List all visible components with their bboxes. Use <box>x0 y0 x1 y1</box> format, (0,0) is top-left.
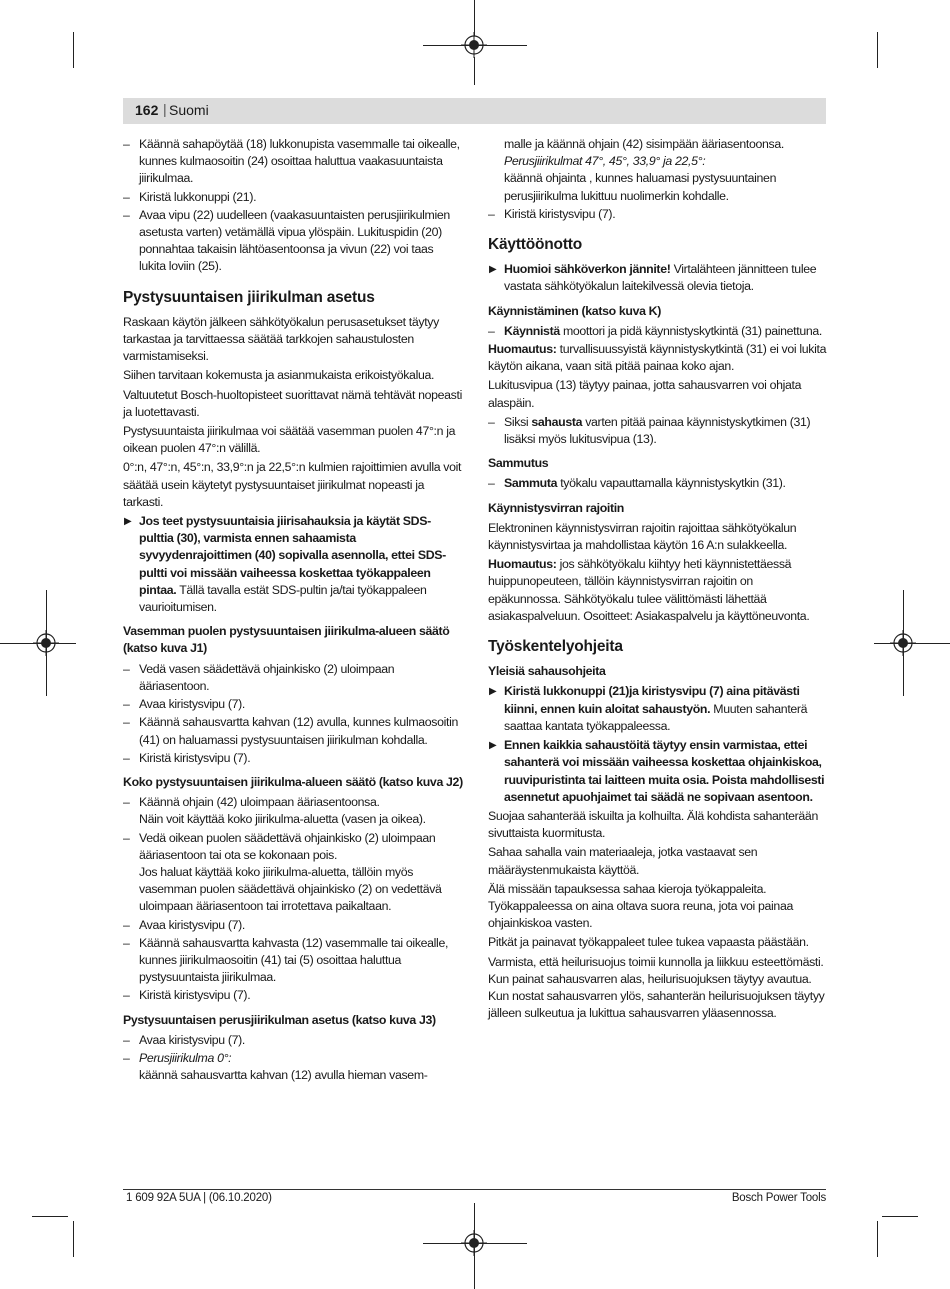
dash-marker: – <box>123 935 130 950</box>
list-item <box>123 750 463 767</box>
continued-text: käännä ohjainta , kunnes haluamasi pystysuuntainen perusjiirikulma lukittuu nuolimerkin kohdalle. <box>504 171 777 203</box>
list-item-continuation: Jos haluat käyttää koko jiirikulma-aluetta, tällöin myös vasemman puolen säädettävä ohjainkisko (2) on vedettävä uloimpaan ääriasentoon tai irrotettava paikaltaan. <box>139 864 442 914</box>
dash-marker: – <box>488 414 495 429</box>
subheading-base-angle: Pystysuuntaisen perusjiirikulman asetus (katso kuva J3) <box>123 1012 436 1027</box>
note-text: turvallisuussyistä käynnistyskytkintä (31) ei voi lukita käytön aikana, vaan sitä pitää painaa koko ajan. <box>488 342 827 374</box>
list-item <box>123 714 463 748</box>
paragraph: Siihen tarvitaan kokemusta ja asianmukaista erikoistyökalua. <box>123 368 435 383</box>
crop-mark <box>32 1216 68 1217</box>
warning-triangle-icon: ▶ <box>489 740 497 752</box>
list-item-text: käännä sahausvartta kahvan (12) avulla hieman vasem- <box>139 1068 428 1083</box>
dash-marker: – <box>123 661 130 676</box>
continued-text: malle ja käännä ohjain (42) sisimpään ääriasentoonsa. <box>504 137 784 151</box>
paragraph: Valtuutetut Bosch-huoltopisteet suorittavat nämä tehtävät nopeasti ja luotettavasti. <box>123 387 462 419</box>
list-item <box>488 475 828 492</box>
document-number: 1 609 92A 5UA | (06.10.2020) <box>126 1192 272 1204</box>
warning-triangle-icon: ▶ <box>489 264 497 276</box>
section-heading-work-instructions: Työskentelyohjeita <box>488 638 623 656</box>
list-item-pre: Siksi <box>504 414 529 429</box>
list-item-text: Kiristä kiristysvipu (7). <box>139 750 251 765</box>
registration-mark-icon <box>461 1230 487 1256</box>
section-heading-startup: Käyttöönotto <box>488 236 583 254</box>
continued-italic: Perusjiirikulmat 47°, 45°, 33,9° ja 22,5°: <box>504 154 706 169</box>
list-item-bold: Sammuta <box>504 476 558 491</box>
subheading-general-sawing: Yleisiä sahausohjeita <box>488 664 606 679</box>
list-item-text: Avaa kiristysvipu (7). <box>139 1032 245 1047</box>
list-item-bold: sahausta <box>531 414 583 429</box>
list-item-continuation: Näin voit käyttää koko jiirikulma-aluetta (vasen ja oikea). <box>139 812 426 827</box>
registration-mark-icon <box>461 32 487 58</box>
list-item-bold: Käynnistä <box>504 323 560 338</box>
paragraph: Elektroninen käynnistysvirran rajoitin rajoittaa sähkötyökalun käynnistysvirtaa ja mahdollistaa käytön 16 A:n sulakkeella. <box>488 520 797 553</box>
list-item-text: Kiristä kiristysvipu (7). <box>504 206 616 221</box>
crop-mark <box>882 1216 918 1217</box>
subheading-left-range: Vasemman puolen pystysuuntaisen jiirikulma-alueen säätö (katso kuva J1) <box>123 624 450 656</box>
dash-marker: – <box>123 750 130 765</box>
note-text: jos sähkötyökalu kiihtyy heti käynnistettäessä huippunopeuteen, tällöin käynnistysvirran rajoitin on epäkunnossa. Sähkötyökalu tulee välittömästi lähettää asiakaspalveluun. Osoitteet: Asiakaspalvelu ja käyttöneuvonta. <box>488 557 810 623</box>
subheading-full-range: Koko pystysuuntaisen jiirikulma-alueen säätö (katso kuva J2) <box>123 774 463 789</box>
list-item-italic: Perusjiirikulma 0°: <box>139 1050 232 1065</box>
section-heading-vertical-angle: Pystysuuntaisen jiirikulman asetus <box>123 288 375 306</box>
safety-warning <box>488 683 828 735</box>
dash-marker: – <box>488 206 495 221</box>
list-item <box>123 935 463 987</box>
list-item-text: Vedä vasen säädettävä ohjainkisko (2) uloimpaan ääriasentoon. <box>139 661 395 693</box>
footer-rule <box>123 1189 826 1190</box>
list-item <box>123 830 463 916</box>
list-item <box>123 189 463 206</box>
dash-marker: – <box>123 207 130 222</box>
list-item <box>123 207 463 276</box>
list-item <box>123 1050 463 1084</box>
dash-marker: – <box>123 830 130 845</box>
crop-mark <box>73 32 74 68</box>
warning-bold-text: Kiristä lukkonuppi (21)ja kiristysvipu (7) aina pitävästi kiinni, ennen kuin aloitat sahaustyön. <box>504 684 800 716</box>
dash-marker: – <box>123 1050 130 1065</box>
note-label: Huomautus: <box>488 557 557 572</box>
list-item <box>123 136 463 188</box>
list-item-text: Vedä oikean puolen säädettävä ohjainkisko (2) uloimpaan ääriasentoon tai ota se kokonaan pois. <box>139 830 436 862</box>
crop-mark <box>877 32 878 68</box>
warning-bold-text: Ennen kaikkia sahaustöitä täytyy ensin varmistaa, ettei sahanterä voi missään vaiheessa koskettaa ohjainkiskoa, ruuvipuristinta tai laitteen muita osia. Poista mahdollisesti asennetut apuohjaimet tai säädä ne sopivaan asentoon. <box>504 738 825 804</box>
dash-marker: – <box>123 917 130 932</box>
list-item <box>123 987 463 1004</box>
list-item-text: Kiristä kiristysvipu (7). <box>139 988 251 1003</box>
registration-mark-icon <box>890 630 916 656</box>
list-item-text: Käännä sahapöytää (18) lukkonupista vasemmalle tai oikealle, kunnes kulmaosoitin (24) osoittaa haluttua vaakasuuntaista jiirikulmaa. <box>139 137 460 186</box>
language-label: Suomi <box>169 102 209 118</box>
list-item-text: Avaa kiristysvipu (7). <box>139 697 245 712</box>
note <box>488 341 828 375</box>
paragraph: Raskaan käytön jälkeen sähkötyökalun perusasetukset täytyy tarkastaa ja tarvittaessa säätää tarkkojen sahaustulosten varmistamiseksi. <box>123 314 439 364</box>
paragraph: Suojaa sahanterää iskuilta ja kolhuilta. Älä kohdista sahanterään sivuttaista kuormitusta. <box>488 808 818 841</box>
subheading-starting: Käynnistäminen (katso kuva K) <box>488 303 661 318</box>
note <box>488 556 828 625</box>
list-item-text: Avaa kiristysvipu (7). <box>139 917 245 932</box>
subheading-current-limiter: Käynnistysvirran rajoitin <box>488 500 624 515</box>
warning-bold-text: Huomioi sähköverkon jännite! <box>504 262 671 277</box>
page-number: 162 <box>135 102 159 118</box>
paragraph: Pystysuuntaista jiirikulmaa voi säätää vasemman puolen 47°:n ja oikean puolen 47°:n välillä. <box>123 424 456 456</box>
list-item-text: Kiristä lukkonuppi (21). <box>139 189 257 204</box>
paragraph: Älä missään tapauksessa sahaa kieroja työkappaleita. Työkappaleessa on aina oltava suora reuna, jota voi painaa ohjainkiskoa vasten. <box>488 881 793 931</box>
page-header <box>123 98 826 124</box>
list-item <box>123 1032 463 1049</box>
header-separator: | <box>163 101 167 117</box>
dash-marker: – <box>123 715 130 730</box>
list-item <box>123 917 463 934</box>
list-item-text: Käännä sahausvartta kahvasta (12) vasemmalle tai oikealle, kunnes jiirikulmaosoitin (41) tai (5) osoittaa haluttua pystysuuntaista jiirikulmaa. <box>139 935 449 985</box>
list-item-continued <box>488 136 828 205</box>
warning-bold-text: Jos teet pystysuuntaisia jiirisahauksia ja käytät SDS-pulttia (30), varmista ennen sahaamista syvyydenrajoittimen (40) sopivalla asennolla, ettei SDS-pultti voi missään vaiheessa koskettaa työkappaleen pintaa. <box>139 514 446 597</box>
horizontal-angle-steps <box>123 136 463 276</box>
dash-marker: – <box>488 323 495 338</box>
list-item-text: Käännä ohjain (42) uloimpaan ääriasentoonsa. <box>139 795 380 810</box>
safety-warning <box>123 513 463 616</box>
list-item-text: Käännä sahausvartta kahvan (12) avulla, kunnes kulmaosoitin (41) on haluamassi pystysuuntaisen jiirikulman kohdalla. <box>139 715 459 747</box>
right-column <box>488 136 828 1024</box>
warning-text: Virtalähteen jännitteen tulee vastata sähkötyökalun laitekilvessä olevia tietoja. <box>504 262 817 294</box>
safety-warning <box>488 261 828 295</box>
note-label: Huomautus: <box>488 342 557 357</box>
list-item <box>488 323 828 340</box>
warning-text: Tällä tavalla estät SDS-pultin ja/tai työkappaleen vaurioitumisen. <box>139 582 427 615</box>
warning-triangle-icon: ▶ <box>124 516 132 528</box>
list-item-text: Avaa vipu (22) uudelleen (vaakasuuntaisten perusjiirikulmien asetusta varten) vetämällä vipua ylöspäin. Lukituspidin (20) ponnahtaa takaisin lähtöasentoonsa ja vivun (22) voi taas lukita loviin (25). <box>139 207 450 274</box>
paragraph: Varmista, että heilurisuojus toimii kunnolla ja liikkuu esteettömästi. Kun painat sahausvarren alas, heilurisuojuksen täytyy avautua. Kun nostat sahausvarren ylös, sahanterän heilurisuojuksen täytyy jälleen sulkeutua ja lukittua sahausvarren yläasennossa. <box>488 954 825 1021</box>
dash-marker: – <box>123 795 130 810</box>
warning-text: Muuten sahanterä saattaa kantata työkappaleessa. <box>504 701 808 733</box>
list-item <box>123 661 463 695</box>
subheading-stopping: Sammutus <box>488 456 549 471</box>
registration-mark-icon <box>33 630 59 656</box>
crop-mark <box>877 1221 878 1257</box>
dash-marker: – <box>488 476 495 491</box>
dash-marker: – <box>123 1032 130 1047</box>
list-item <box>488 206 828 223</box>
dash-marker: – <box>123 189 130 204</box>
warning-triangle-icon: ▶ <box>489 686 497 698</box>
list-item <box>488 414 828 448</box>
list-item-text: varten pitää painaa käynnistyskytkimen (31) lisäksi myös lukitusvipua (13). <box>504 414 811 447</box>
dash-marker: – <box>123 988 130 1003</box>
list-item <box>123 794 463 828</box>
list-item <box>123 696 463 713</box>
paragraph: Sahaa sahalla vain materiaaleja, jotka vastaavat sen määräystenmukaista käyttöä. <box>488 845 758 877</box>
left-column <box>123 136 463 1085</box>
paragraph: Pitkät ja painavat työkappaleet tulee tukea vapaasta päästään. <box>488 935 809 950</box>
crop-mark <box>474 0 475 36</box>
safety-warning <box>488 737 828 806</box>
crop-mark <box>474 57 475 85</box>
paragraph: 0°:n, 47°:n, 45°:n, 33,9°:n ja 22,5°:n kulmien rajoittimien avulla voit säätää usein käytetyt pystysuuntaiset jiirikulmat nopeasti ja tarkasti. <box>123 460 462 509</box>
dash-marker: – <box>123 137 130 151</box>
paragraph: Lukitusvipua (13) täytyy painaa, jotta sahausvarren voi ohjata alaspäin. <box>488 378 802 410</box>
list-item-text: työkalu vapauttamalla käynnistyskytkin (31). <box>560 476 786 491</box>
dash-marker: – <box>123 697 130 712</box>
list-item-text: moottori ja pidä käynnistyskytkintä (31) painettuna. <box>562 323 822 338</box>
crop-mark <box>73 1221 74 1257</box>
brand-footer: Bosch Power Tools <box>731 1192 826 1204</box>
